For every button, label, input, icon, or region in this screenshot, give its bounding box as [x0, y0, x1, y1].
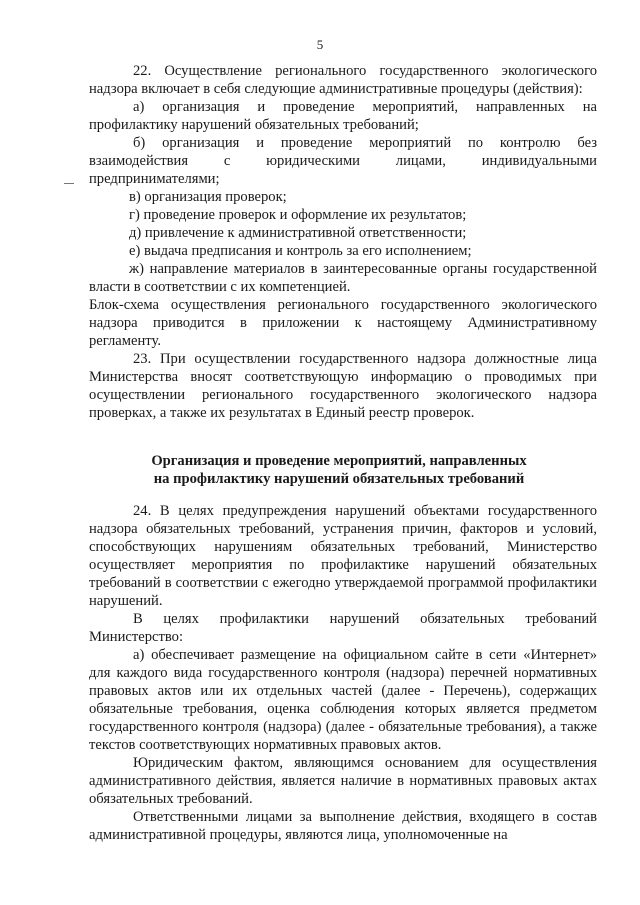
prevention-item-a: а) обеспечивает размещение на официальном сайте в сети «Интернет» для каждого вида государственного контроля (надзора) перечней нормативных правовых актов или их отдельных частей (далее - Перечень), содержащих обязательные требования, оценка соблюдения которых является предметом государственного контроля (надзора) (далее - обязательные требования), а также текстов соответствующих нормативных правовых актов. [89, 647, 597, 753]
paragraph-22: 22. Осуществление регионального государственного экологического надзора включает в себя следующие административные процедуры (действия): [89, 63, 597, 97]
list-item-b: б) организация и проведение мероприятий по контролю без взаимодействия с юридическими лицами, индивидуальными предпринимателями; [89, 135, 597, 187]
heading-line-1: Организация и проведение мероприятий, направленных [151, 453, 527, 469]
paragraph-23: 23. При осуществлении государственного надзора должностные лица Министерства вносят соответствующую информацию о проводимых при осуществлении регионального государственного экологического надзора проверках, а также их результатах в Единый реестр проверок. [89, 351, 597, 421]
list-item-d: д) привлечение к административной ответственности; [129, 225, 467, 241]
list-item-a: а) организация и проведение мероприятий, направленных на профилактику нарушений обязательных требований; [89, 99, 597, 133]
responsible-persons-paragraph: Ответственными лицами за выполнение действия, входящего в состав административной процедуры, являются лица, уполномоченные на [89, 809, 597, 843]
block-scheme-paragraph: Блок-схема осуществления регионального государственного экологического надзора приводится в приложении к настоящему Административному регламенту. [89, 297, 597, 349]
margin-mark [64, 183, 74, 184]
page-number: 5 [316, 37, 324, 52]
section-heading [139, 452, 539, 488]
list-item-zh: ж) направление материалов в заинтересованные органы государственной власти в соответствии с их компетенцией. [89, 261, 597, 295]
prevention-intro: В целях профилактики нарушений обязательных требований Министерство: [89, 611, 597, 645]
list-item-g: г) проведение проверок и оформление их результатов; [129, 207, 467, 223]
paragraph-24: 24. В целях предупреждения нарушений объектами государственного надзора обязательных требований, устранения причин, факторов и условий, способствующих нарушениям обязательных требований, Министерство осуществляет мероприятия по профилактике нарушений обязательных требований в соответствии с ежегодно утверждаемой программой профилактики нарушений. [89, 503, 597, 609]
legal-fact-paragraph: Юридическим фактом, являющимся основанием для осуществления административного действия, является наличие в нормативных правовых актах обязательных требований. [89, 755, 597, 807]
list-item-v: в) организация проверок; [129, 189, 287, 205]
heading-line-2: на профилактику нарушений обязательных требований [153, 471, 525, 487]
list-item-e: е) выдача предписания и контроль за его исполнением; [129, 243, 472, 259]
document-body [89, 62, 597, 844]
